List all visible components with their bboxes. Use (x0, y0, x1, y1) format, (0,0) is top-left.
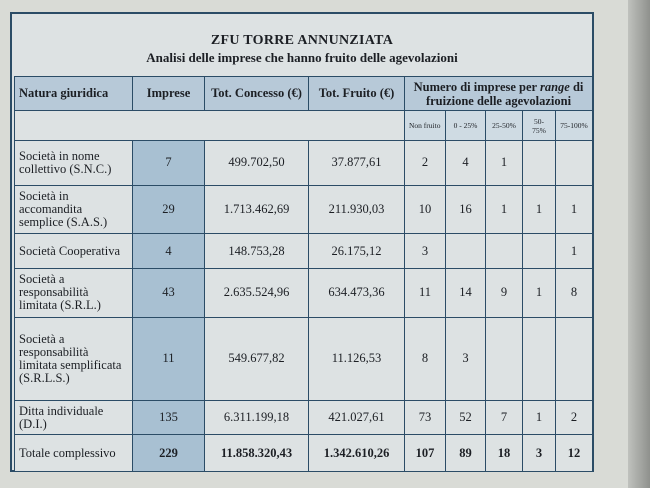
cell-fruito: 1.342.610,26 (309, 435, 405, 472)
cell-fruito: 37.877,61 (309, 141, 405, 186)
title-block (12, 14, 592, 76)
table-row (15, 400, 593, 435)
cell-natura: Totale complessivo (15, 435, 133, 472)
header-concesso: Tot. Concesso (€) (205, 77, 309, 111)
cell-concesso: 148.753,28 (205, 234, 309, 269)
cell-range (523, 141, 556, 186)
subheader-75-100: 75-100% (556, 111, 593, 141)
cell-natura: Società Cooperativa (15, 234, 133, 269)
subheader-50-75: 50- 75% (523, 111, 556, 141)
subheader-non-fruito: Non fruito (405, 111, 446, 141)
cell-range: 3 (405, 234, 446, 269)
cell-range: 10 (405, 185, 446, 234)
cell-range: 18 (486, 435, 523, 472)
cell-concesso: 2.635.524,96 (205, 268, 309, 317)
header-row (15, 77, 593, 111)
header-imprese: Imprese (133, 77, 205, 111)
cell-range (486, 317, 523, 400)
cell-range: 3 (523, 435, 556, 472)
cell-range: 1 (486, 185, 523, 234)
cell-imprese: 4 (133, 234, 205, 269)
cell-range: 1 (523, 185, 556, 234)
cell-natura: Società a responsabilità limitata (S.R.L.) (15, 268, 133, 317)
cell-range: 1 (556, 185, 593, 234)
cell-range: 11 (405, 268, 446, 317)
cell-fruito: 26.175,12 (309, 234, 405, 269)
cell-fruito: 11.126,53 (309, 317, 405, 400)
total-row (15, 435, 593, 472)
cell-range: 1 (556, 234, 593, 269)
subheader-row (15, 111, 593, 141)
cell-concesso: 1.713.462,69 (205, 185, 309, 234)
table-row (15, 234, 593, 269)
cell-imprese: 43 (133, 268, 205, 317)
cell-range: 1 (523, 268, 556, 317)
cell-range (556, 317, 593, 400)
cell-range: 7 (486, 400, 523, 435)
cell-fruito: 421.027,61 (309, 400, 405, 435)
cell-range: 16 (446, 185, 486, 234)
cell-range: 8 (556, 268, 593, 317)
table-title: ZFU TORRE ANNUNZIATA (210, 33, 394, 48)
cell-concesso: 499.702,50 (205, 141, 309, 186)
cell-imprese: 229 (133, 435, 205, 472)
cell-range: 107 (405, 435, 446, 472)
cell-imprese: 11 (133, 317, 205, 400)
table-frame (10, 12, 594, 472)
cell-concesso: 549.677,82 (205, 317, 309, 400)
cell-natura: Società in accomandita semplice (S.A.S.) (15, 185, 133, 234)
table-subtitle: Analisi delle imprese che hanno fruito delle agevolazioni (146, 50, 458, 65)
table-row (15, 141, 593, 186)
cell-range (556, 141, 593, 186)
data-table (14, 76, 593, 472)
cell-fruito: 211.930,03 (309, 185, 405, 234)
cell-concesso: 11.858.320,43 (205, 435, 309, 472)
cell-imprese: 29 (133, 185, 205, 234)
cell-range: 52 (446, 400, 486, 435)
cell-range (446, 234, 486, 269)
table-row (15, 268, 593, 317)
cell-range (523, 234, 556, 269)
header-range: Numero di imprese per range di fruizione delle agevolazioni (405, 77, 593, 111)
cell-range: 14 (446, 268, 486, 317)
book-spine (628, 0, 650, 488)
cell-range: 2 (405, 141, 446, 186)
subheader-blank (15, 111, 405, 141)
cell-range: 1 (523, 400, 556, 435)
cell-imprese: 135 (133, 400, 205, 435)
cell-imprese: 7 (133, 141, 205, 186)
cell-range: 9 (486, 268, 523, 317)
cell-range: 12 (556, 435, 593, 472)
cell-natura: Società a responsabilità limitata semplificata (S.R.L.S.) (15, 317, 133, 400)
cell-fruito: 634.473,36 (309, 268, 405, 317)
cell-range: 89 (446, 435, 486, 472)
cell-range: 73 (405, 400, 446, 435)
header-natura: Natura giuridica (15, 77, 133, 111)
subheader-0-25: 0 - 25% (446, 111, 486, 141)
subheader-25-50: 25-50% (486, 111, 523, 141)
cell-range: 1 (486, 141, 523, 186)
cell-range: 2 (556, 400, 593, 435)
cell-range: 4 (446, 141, 486, 186)
cell-natura: Ditta individuale (D.I.) (15, 400, 133, 435)
cell-concesso: 6.311.199,18 (205, 400, 309, 435)
table-row (15, 185, 593, 234)
cell-range (523, 317, 556, 400)
cell-natura: Società in nome collettivo (S.N.C.) (15, 141, 133, 186)
cell-range: 8 (405, 317, 446, 400)
header-fruito: Tot. Fruito (€) (309, 77, 405, 111)
cell-range: 3 (446, 317, 486, 400)
cell-range (486, 234, 523, 269)
table-row (15, 317, 593, 400)
